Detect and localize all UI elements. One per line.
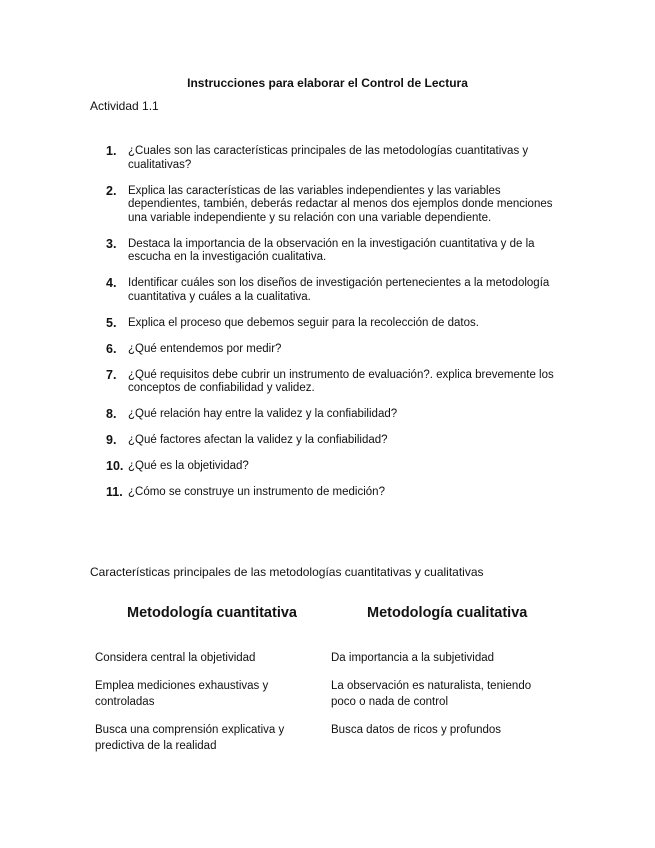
question-item [106,434,566,448]
question-number: 6. [106,341,117,356]
section-heading: Características principales de las metodologías cuantitativas y cualitativas [90,565,484,579]
question-text: ¿Qué entendemos por medir? [128,342,282,355]
question-text: ¿Qué es la objetividad? [128,460,249,472]
question-item [106,277,566,304]
question-item [106,460,566,474]
question-text: ¿Qué requisitos debe cubrir un instrumento de evaluación?. explica brevemente los conceptos de confiabilidad y validez. [128,368,554,394]
page-title: Instrucciones para elaborar el Control de Lectura [187,76,468,90]
quantitative-column-header: Metodología cuantitativa [127,605,297,621]
question-number: 4. [106,276,117,290]
question-item [106,238,566,265]
table-cell: La observación es naturalista, teniendo poco o nada de control [331,680,532,708]
table-cell: Considera central la objetividad [95,652,256,664]
question-number: 9. [106,433,117,447]
question-list [106,145,566,512]
table-cell: Emplea mediciones exhaustivas y controladas [95,680,269,708]
question-number: 8. [106,407,117,421]
question-number: 1. [106,144,117,158]
question-text: ¿Cuales son las características principales de las metodologías cuantitativas y cualitativas? [128,145,529,171]
question-item [106,317,566,331]
activity-label: Actividad 1.1 [90,99,159,113]
question-number: 7. [106,367,117,382]
question-item [106,486,566,500]
question-item [106,185,566,226]
question-number: 10. [106,459,124,473]
question-number: 5. [106,315,117,330]
question-number: 11. [106,485,123,499]
question-text: Identificar cuáles son los diseños de investigación pertenecientes a la metodología cuantitativa y cuáles a la cualitativa. [128,277,550,303]
question-text: ¿Qué relación hay entre la validez y la confiabilidad? [128,408,398,420]
table-cell: Busca datos de ricos y profundos [331,724,502,736]
question-text: ¿Cómo se construye un instrumento de medición? [128,486,385,498]
question-item [106,343,566,357]
question-item [106,408,566,422]
question-text: ¿Qué factores afectan la validez y la confiabilidad? [128,434,388,446]
question-number: 3. [106,236,117,251]
question-item [106,369,566,396]
qualitative-column-header: Metodología cualitativa [367,605,528,621]
question-number: 2. [106,183,117,198]
question-text: Explica el proceso que debemos seguir para la recolección de datos. [128,316,479,329]
table-cell: Da importancia a la subjetividad [331,652,495,664]
question-text: Destaca la importancia de la observación en la investigación cuantitativa y de la escucha en la investigación cualitativa. [128,237,535,263]
question-item [106,145,566,172]
question-text: Explica las características de las variables independientes y las variables dependientes, también, deberás redactar al menos dos ejemplos donde menciones una variable independiente y su relación con una variable dependiente. [128,184,553,224]
table-cell: Busca una comprensión explicativa y predictiva de la realidad [95,724,285,752]
